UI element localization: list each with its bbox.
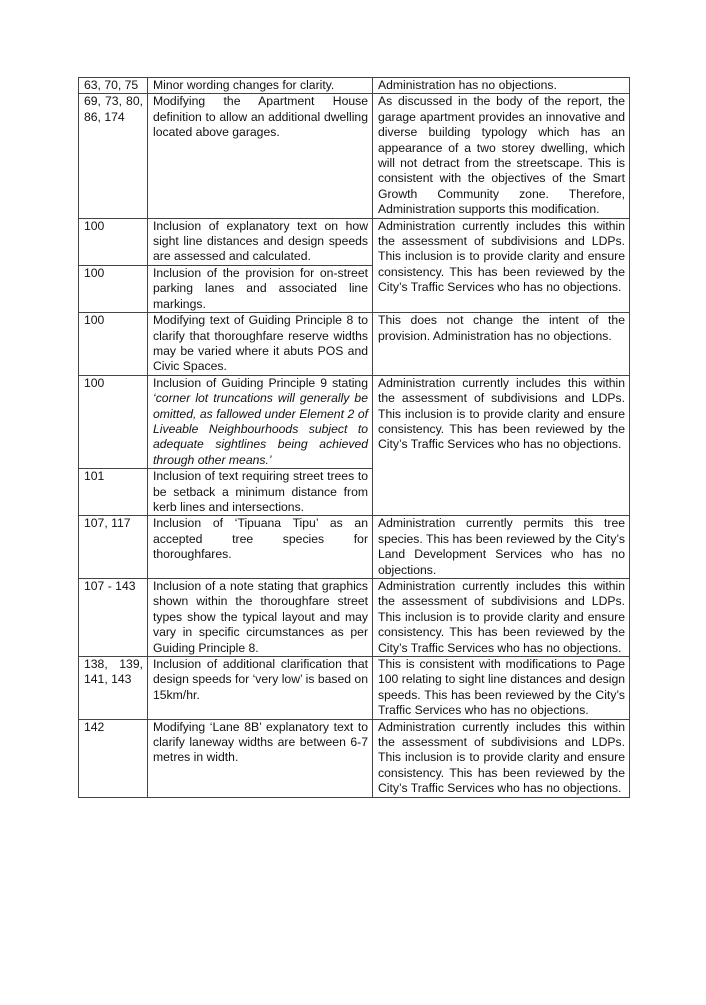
page-cell: 100 bbox=[79, 265, 148, 312]
comment-cell: Administration currently includes this within the assessment of subdivisions and LDPs. This inclusion is to provide clarity and ensure consistency. This has been reviewed by the City’s Traffic Services who has no objections. bbox=[373, 375, 630, 516]
comment-cell: Administration currently includes this within the assessment of subdivisions and LDPs. This inclusion is to provide clarity and ensure consistency. This has been reviewed by the City’s Traffic Services who has no objections. bbox=[373, 579, 630, 657]
table-row bbox=[79, 657, 630, 720]
modification-cell: Inclusion of text requiring street trees to be setback a minimum distance from kerb lines and intersections. bbox=[148, 469, 373, 516]
page-cell: 69, 73, 80, 86, 174 bbox=[79, 94, 148, 218]
comment-cell: Administration currently includes this within the assessment of subdivisions and LDPs. This inclusion is to provide clarity and ensure consistency. This has been reviewed by the City’s Traffic Services who has no objections. bbox=[373, 218, 630, 312]
table-row bbox=[79, 94, 630, 218]
modification-cell: Modifying text of Guiding Principle 8 to clarify that thoroughfare reserve widths may be varied where it abuts POS and Civic Spaces. bbox=[148, 313, 373, 376]
comment-cell: As discussed in the body of the report, the garage apartment provides an innovative and diverse building typology which has an appearance of a two storey dwelling, which will not detract from the streetscape. This is consistent with the objectives of the Smart Growth Community zone. Therefore, Administration supports this modification. bbox=[373, 94, 630, 218]
table-row bbox=[79, 579, 630, 657]
page-cell: 138, 139, 141, 143 bbox=[79, 657, 148, 720]
table-row bbox=[79, 313, 630, 376]
modification-text: Inclusion of Guiding Principle 9 stating bbox=[153, 375, 368, 390]
page-cell: 142 bbox=[79, 719, 148, 797]
modification-cell: Inclusion of explanatory text on how sight line distances and design speeds are assessed and calculated. bbox=[148, 218, 373, 265]
page-cell: 101 bbox=[79, 469, 148, 516]
comment-cell: This does not change the intent of the provision. Administration has no objections. bbox=[373, 313, 630, 376]
modification-cell: Minor wording changes for clarity. bbox=[148, 78, 373, 94]
page-cell: 107, 117 bbox=[79, 516, 148, 579]
modification-cell bbox=[148, 375, 373, 468]
modification-cell: Inclusion of additional clarification that design speeds for ‘very low’ is based on 15km/hr. bbox=[148, 657, 373, 720]
modification-cell: Inclusion of a note stating that graphics shown within the thoroughfare street types show the typical layout and may vary in specific circumstances as per Guiding Principle 8. bbox=[148, 579, 373, 657]
table-row bbox=[79, 719, 630, 797]
modifications-table bbox=[78, 77, 630, 798]
modification-cell: Modifying ‘Lane 8B’ explanatory text to clarify laneway widths are between 6-7 metres in width. bbox=[148, 719, 373, 797]
page-cell: 100 bbox=[79, 313, 148, 376]
table-row bbox=[79, 516, 630, 579]
quoted-principle-text: ‘corner lot truncations will generally be omitted, as fallowed under Element 2 of Liveable Neighbourhoods subject to adequate sightlines being achieved through other means.’ bbox=[153, 391, 368, 467]
table-row bbox=[79, 375, 630, 468]
modification-cell: Inclusion of ‘Tipuana Tipu’ as an accepted tree species for thoroughfares. bbox=[148, 516, 373, 579]
table-row bbox=[79, 218, 630, 265]
modification-cell: Inclusion of the provision for on-street parking lanes and associated line markings. bbox=[148, 265, 373, 312]
page-cell: 107 - 143 bbox=[79, 579, 148, 657]
page-cell: 63, 70, 75 bbox=[79, 78, 148, 94]
comment-cell: Administration currently permits this tree species. This has been reviewed by the City’s Land Development Services who has no objections. bbox=[373, 516, 630, 579]
comment-cell: Administration currently includes this within the assessment of subdivisions and LDPs. This inclusion is to provide clarity and ensure consistency. This has been reviewed by the City’s Traffic Services who has no objections. bbox=[373, 719, 630, 797]
comment-cell: Administration has no objections. bbox=[373, 78, 630, 94]
modification-cell: Modifying the Apartment House definition to allow an additional dwelling located above garages. bbox=[148, 94, 373, 218]
page-cell: 100 bbox=[79, 218, 148, 265]
table-row bbox=[79, 78, 630, 94]
page-cell: 100 bbox=[79, 375, 148, 468]
comment-cell: This is consistent with modifications to Page 100 relating to sight line distances and design speeds. This has been reviewed by the City’s Traffic Services who has no objections. bbox=[373, 657, 630, 720]
